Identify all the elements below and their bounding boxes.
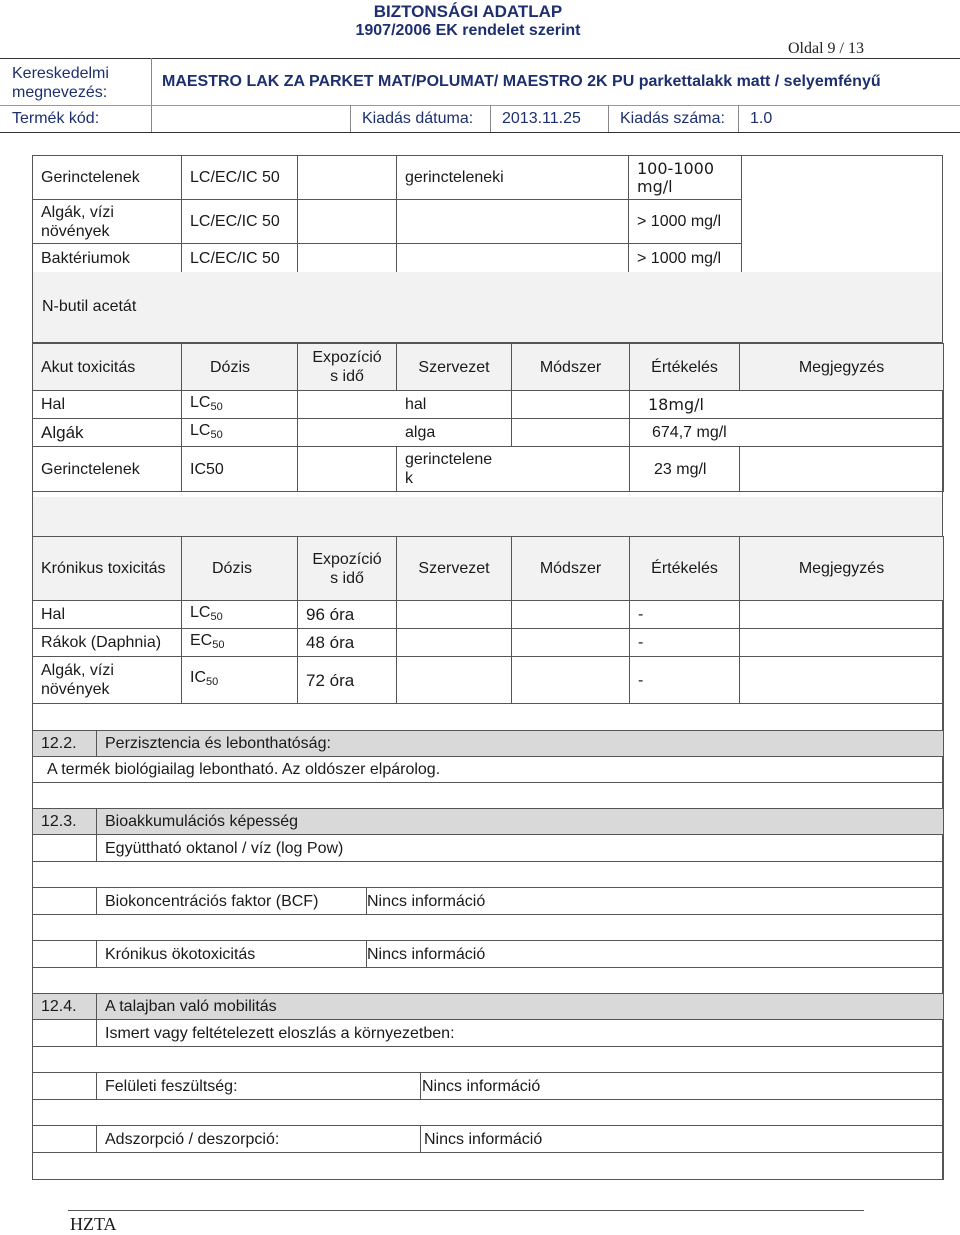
section-spacer	[33, 497, 942, 536]
column-header: Expozíció s idő	[298, 537, 397, 601]
column-header: Értékelés	[630, 537, 740, 601]
table-row	[33, 391, 944, 419]
column-header: Módszer	[512, 344, 630, 391]
table-row	[33, 244, 742, 273]
footer-mark: HZTA	[70, 1214, 117, 1234]
surface-tension-value: Nincs információ	[421, 1073, 944, 1100]
section-number: 12.2.	[33, 731, 97, 757]
column-header: Módszer	[512, 537, 630, 601]
value-cell: -	[630, 629, 740, 657]
table-row	[33, 419, 944, 447]
dose-cell: LC/EC/IC 50	[182, 200, 298, 244]
organism-cell: Gerinctelenek	[33, 447, 182, 492]
value-cell: -	[630, 657, 740, 704]
header-divider	[151, 58, 152, 132]
dose-cell: $LC_{50}$	[182, 419, 298, 447]
column-header: Dózis	[182, 344, 298, 391]
header-rule-mid	[0, 105, 960, 106]
chronic-ecotoxicity-value: Nincs információ	[367, 941, 944, 968]
exposure-cell	[298, 447, 397, 492]
organism-name-cell: alga	[298, 419, 512, 447]
table-row	[33, 601, 944, 629]
value-cell: 674,7 mg/l	[630, 419, 944, 447]
spacer-row	[33, 1100, 944, 1126]
partition-coefficient-label: Együttható oktanol / víz (log Pow)	[97, 835, 944, 862]
spacer-row	[33, 704, 944, 731]
section-text: A termék biológiailag lebontható. Az oldószer elpárolog.	[33, 757, 944, 783]
exposure-cell	[298, 200, 397, 244]
column-header: Expozíció s idő	[298, 344, 397, 391]
page-number: Oldal 9 / 13	[788, 40, 864, 57]
column-header: Dózis	[182, 537, 298, 601]
organism-name-cell: gerinctelene k	[397, 447, 630, 492]
distribution-label: Ismert vagy feltételezett eloszlás a környezetben:	[97, 1020, 944, 1047]
value-cell: -	[630, 601, 740, 629]
table-row	[33, 1073, 944, 1100]
value-cell: > 1000 mg/l	[629, 244, 742, 273]
exposure-cell	[298, 244, 397, 273]
table-header-row	[33, 537, 944, 601]
substance-name: N-butil acetát	[42, 298, 137, 315]
section-title: Perzisztencia és lebonthatóság:	[97, 731, 944, 757]
spacer-row	[33, 862, 944, 888]
table-row	[33, 757, 944, 783]
surface-tension-label: Felületi feszültség:	[97, 1073, 421, 1100]
organism-name-cell	[397, 200, 629, 244]
organism-cell: Hal	[33, 601, 182, 629]
footer-rule	[68, 1210, 864, 1211]
table-row	[33, 447, 944, 492]
table-header-row	[33, 344, 944, 391]
note-cell	[740, 657, 944, 704]
spacer-row	[33, 783, 944, 809]
dose-cell: LC/EC/IC 50	[182, 156, 298, 200]
table-row	[33, 1020, 944, 1047]
table-row	[33, 629, 944, 657]
header-divider	[490, 105, 491, 132]
header-rule-top	[0, 58, 960, 59]
section-number: 12.4.	[33, 994, 97, 1020]
chronic-toxicity-table	[32, 536, 944, 704]
method-cell	[512, 419, 630, 447]
section-title: Bioakkumulációs képesség	[97, 809, 944, 835]
document-title: BIZTONSÁGI ADATLAP	[373, 2, 563, 21]
method-cell	[512, 391, 630, 419]
product-code-label: Termék kód:	[12, 110, 100, 127]
note-cell	[740, 447, 944, 492]
table-row	[33, 941, 944, 968]
column-header: Krónikus toxicitás	[33, 537, 182, 601]
exposure-cell: 48 óra	[298, 629, 397, 657]
dose-cell: $LC_{50}$	[182, 601, 298, 629]
adsorption-label: Adszorpció / deszorpció:	[97, 1126, 421, 1153]
dose-cell: $LC_{50}$	[182, 391, 298, 419]
table-row	[33, 835, 944, 862]
spacer-row	[33, 915, 944, 941]
chronic-ecotoxicity-label: Krónikus ökotoxicitás	[97, 941, 367, 968]
organism-cell: Gerinctelenek	[33, 156, 182, 200]
method-cell	[512, 601, 630, 629]
organism-cell: Hal	[33, 391, 182, 419]
section-12-3-header	[33, 809, 944, 835]
trade-name: MAESTRO LAK ZA PARKET MAT/POLUMAT/ MAESTRO 2K PU parkettalakk matt / selyemfényű	[162, 73, 881, 90]
table-row	[33, 657, 944, 704]
organism-name-cell: hal	[298, 391, 512, 419]
trade-name-label: Kereskedelmi megnevezés:	[12, 65, 109, 101]
exposure-cell	[298, 156, 397, 200]
header-divider	[738, 105, 739, 132]
organism-name-cell: gerincteleneki	[397, 156, 629, 200]
column-header: Akut toxicitás	[33, 344, 182, 391]
column-header: Értékelés	[630, 344, 740, 391]
bcf-value: Nincs információ	[367, 888, 944, 915]
table-row	[33, 200, 742, 244]
value-cell: 23 mg/l	[630, 447, 740, 492]
organism-cell: Rákok (Daphnia)	[33, 629, 182, 657]
issue-number: 1.0	[750, 110, 773, 127]
section-title: A talajban való mobilitás	[97, 994, 944, 1020]
exposure-cell: 96 óra	[298, 601, 397, 629]
column-header: Szervezet	[397, 537, 512, 601]
dose-cell: $IC_{50}$	[182, 657, 298, 704]
note-cell	[740, 629, 944, 657]
section-12-2-header	[33, 731, 944, 757]
organism-cell: Baktériumok	[33, 244, 182, 273]
header-divider	[608, 105, 609, 132]
dose-cell: LC/EC/IC 50	[182, 244, 298, 273]
value-cell: > 1000 mg/l	[629, 200, 742, 244]
table-row	[33, 1126, 944, 1153]
value-cell: 100-1000 mg/l	[629, 156, 742, 200]
table-row	[33, 156, 742, 200]
bcf-label: Biokoncentrációs faktor (BCF)	[97, 888, 367, 915]
issue-number-label: Kiadás száma:	[620, 110, 725, 127]
header-rule-bottom	[0, 132, 960, 133]
note-cell	[740, 601, 944, 629]
spacer-row	[33, 968, 944, 994]
header-divider	[350, 105, 351, 132]
section-number: 12.3.	[33, 809, 97, 835]
organism-cell: Algák	[33, 419, 182, 447]
dose-cell: $EC_{50}$	[182, 629, 298, 657]
substance-header	[32, 272, 943, 343]
organism-name-cell	[397, 601, 512, 629]
spacer-row	[33, 1047, 944, 1073]
column-header: Megjegyzés	[740, 344, 944, 391]
organism-cell: Algák, vízi növények	[33, 200, 182, 244]
spacer-row	[33, 1153, 944, 1180]
acute-toxicity-table	[32, 343, 944, 492]
section-12-4-header	[33, 994, 944, 1020]
sections-table	[32, 703, 944, 1180]
toxicity-table-top	[32, 155, 742, 273]
regulation-subtitle: 1907/2006 EK rendelet szerint	[355, 22, 581, 39]
organism-name-cell	[397, 657, 512, 704]
dose-cell: IC50	[182, 447, 298, 492]
adsorption-value: Nincs információ	[421, 1126, 944, 1153]
method-cell	[512, 657, 630, 704]
issue-date: 2013.11.25	[502, 110, 581, 127]
organism-cell: Algák, vízi növények	[33, 657, 182, 704]
organism-name-cell	[397, 629, 512, 657]
method-cell	[512, 629, 630, 657]
value-cell: 18mg/l	[630, 391, 944, 419]
table-row	[33, 888, 944, 915]
organism-name-cell	[397, 244, 629, 273]
issue-date-label: Kiadás dátuma:	[362, 110, 474, 127]
column-header: Szervezet	[397, 344, 512, 391]
column-header: Megjegyzés	[740, 537, 944, 601]
exposure-cell: 72 óra	[298, 657, 397, 704]
